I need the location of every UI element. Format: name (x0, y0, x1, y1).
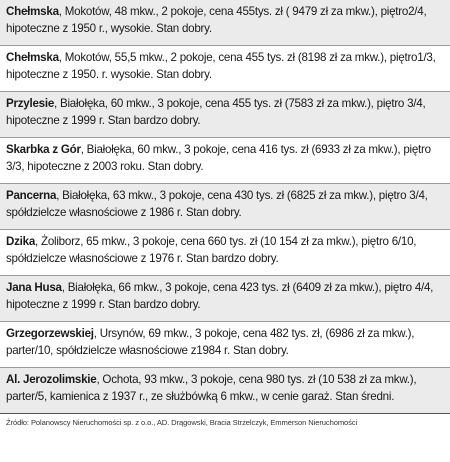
listing-row-9 (0, 368, 450, 414)
listing-details: , Mokotów, 55,5 mkw., 2 pokoje, cena 455 tys. zł (8198 zł za mkw.), piętro1/3, hipoteczne z 1950. r. wysokie. Stan dobry. (6, 51, 436, 81)
listing-street: Skarbka z Gór (6, 143, 81, 156)
listing-row-1 (0, 0, 450, 46)
listing-street: Dzika (6, 235, 36, 248)
listing-details: , Białołęka, 63 mkw., 3 pokoje, cena 430 tys. zł (6825 zł za mkw.), piętro 3/4, spółdzielcze własnościowe z 1986 r. Stan dobry. (6, 189, 428, 219)
listing-street: Chełmska (6, 5, 59, 18)
listing-row-4 (0, 138, 450, 184)
listing-row-5 (0, 184, 450, 230)
listing-details: , Ursynów, 69 mkw., 3 pokoje, cena 482 tys. zł, (6986 zł za mkw.), parter/10, spółdzielcze własnościowe z1984 r. Stan dobry. (6, 327, 415, 357)
listing-details: , Żoliborz, 65 mkw., 3 pokoje, cena 660 tys. zł (10 154 zł za mkw.), piętro 6/10, spółdzielcze własnościowe z 1976 r. Stan bardzo dobry. (6, 235, 417, 265)
listing-street: Grzegorzewskiej (6, 327, 94, 340)
listing-street: Chełmska (6, 51, 59, 64)
listing-details: , Białołęka, 66 mkw., 3 pokoje, cena 423 tys. zł (6409 zł za mkw.), piętro 4/4, hipoteczne z 1999 r. Stan bardzo dobry. (6, 281, 434, 311)
listing-row-3 (0, 92, 450, 138)
listing-details: , Białołęka, 60 mkw., 3 pokoje, cena 416 tys. zł (6933 zł za mkw.), piętro 3/3, hipoteczne z 2003 roku. Stan dobry. (6, 143, 431, 173)
listing-street: Przylesie (6, 97, 55, 110)
listing-details: , Białołęka, 60 mkw., 3 pokoje, cena 455 tys. zł (7583 zł za mkw.), piętro 3/4, hipoteczne z 1999 r. Stan bardzo dobry. (6, 97, 426, 127)
listing-row-8 (0, 322, 450, 368)
listing-street: Pancerna (6, 189, 57, 202)
listing-row-6 (0, 230, 450, 276)
listing-details: , Ochota, 93 mkw., 3 pokoje, cena 980 tys. zł (10 538 zł za mkw.), parter/5, kamienica z 1937 r., ze służbówką 6 mkw., w cenie garaż. Stan średni. (6, 373, 417, 403)
listing-street: Jana Husa (6, 281, 62, 294)
listing-street: Al. Jerozolimskie (6, 373, 97, 386)
source-note: Źródło: Polanowscy Nieruchomości sp. z o.o., AD. Drągowski, Bracia Strzelczyk, Emmerson Nieruchomości (6, 418, 358, 427)
listing-details: , Mokotów, 48 mkw., 2 pokoje, cena 455tys. zł ( 9479 zł za mkw.), piętro2/4, hipoteczne z 1950 r., wysokie. Stan dobry. (6, 5, 427, 35)
listing-row-7 (0, 276, 450, 322)
listing-row-2 (0, 46, 450, 92)
